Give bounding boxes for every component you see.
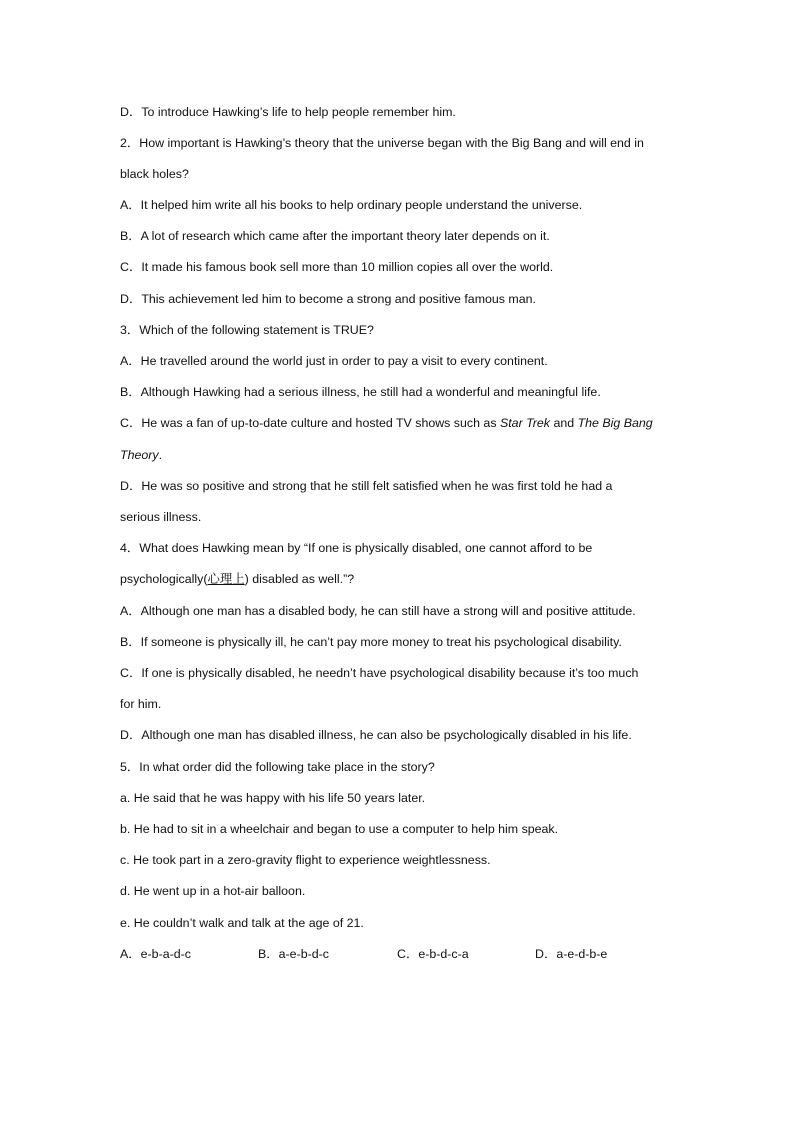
q4-option-a: A．Although one man has a disabled body, he can still have a strong will and positive attitude.: [120, 604, 636, 618]
q1-option-d: D．To introduce Hawking’s life to help people remember him.: [120, 105, 456, 119]
q5-options-row: [120, 946, 680, 962]
q3-option-d-line1: D．He was so positive and strong that he still felt satisfied when he was first told he had a: [120, 479, 613, 493]
q5-option-c: C．e-b-d-c-a: [397, 947, 469, 961]
q5-option-a: A．e-b-a-d-c: [120, 947, 191, 961]
q3-option-c-end: .: [158, 448, 163, 462]
q4-option-c-line2: for him.: [120, 697, 162, 711]
q2-option-d: D．This achievement led him to become a strong and positive famous man.: [120, 292, 536, 306]
q5-event-a: a. He said that he was happy with his life 50 years later.: [120, 791, 426, 805]
q5-event-d: d. He went up in a hot-air balloon.: [120, 884, 306, 898]
q2-option-c: C．It made his famous book sell more than 10 million copies all over the world.: [120, 260, 554, 274]
q4-question-line2: [120, 571, 354, 587]
q3-option-d-line2: serious illness.: [120, 510, 202, 524]
q3-title-theory: Theory: [120, 448, 159, 462]
q5-option-d: D．a-e-d-b-e: [535, 947, 608, 961]
q3-option-c-and: and: [550, 416, 578, 430]
q3-option-c-line1: [120, 415, 653, 431]
q4-question-post: ) disabled as well.”?: [244, 572, 355, 586]
q4-question-line1: 4．What does Hawking mean by “If one is physically disabled, one cannot afford to be: [120, 541, 593, 555]
q3-option-c-text: C．He was a fan of up-to-date culture and hosted TV shows such as: [120, 416, 500, 430]
q2-option-a: A．It helped him write all his books to help ordinary people understand the universe.: [120, 198, 583, 212]
q3-option-b: B．Although Hawking had a serious illness, he still had a wonderful and meaningful life.: [120, 385, 601, 399]
q3-question: 3．Which of the following statement is TRUE?: [120, 323, 374, 337]
q5-option-b: B．a-e-b-d-c: [258, 947, 329, 961]
q3-title-big-bang: The Big Bang: [577, 416, 653, 430]
q4-option-b: B．If someone is physically ill, he can’t pay more money to treat his psychological disability.: [120, 635, 622, 649]
q2-option-b: B．A lot of research which came after the important theory later depends on it.: [120, 229, 550, 243]
q2-question-line2: black holes?: [120, 167, 189, 181]
q4-option-d: D．Although one man has disabled illness, he can also be psychologically disabled in his life.: [120, 728, 632, 742]
q3-title-star-trek: Star Trek: [499, 416, 550, 430]
q3-option-c-line2: [120, 447, 162, 463]
q5-question: 5．In what order did the following take place in the story?: [120, 760, 435, 774]
q2-question-line1: 2．How important is Hawking’s theory that the universe began with the Big Bang and will end in: [120, 136, 644, 150]
q4-question-pre: psychologically(: [120, 572, 208, 586]
q5-event-e: e. He couldn’t walk and talk at the age of 21.: [120, 916, 364, 930]
q3-option-a: A．He travelled around the world just in order to pay a visit to every continent.: [120, 354, 548, 368]
q4-option-c-line1: C．If one is physically disabled, he needn’t have psychological disability because it’s too much: [120, 666, 639, 680]
q5-event-b: b. He had to sit in a wheelchair and began to use a computer to help him speak.: [120, 822, 559, 836]
q5-event-c: c. He took part in a zero-gravity flight to experience weightlessness.: [120, 853, 491, 867]
q4-chinese-gloss: 心理上: [207, 572, 245, 586]
